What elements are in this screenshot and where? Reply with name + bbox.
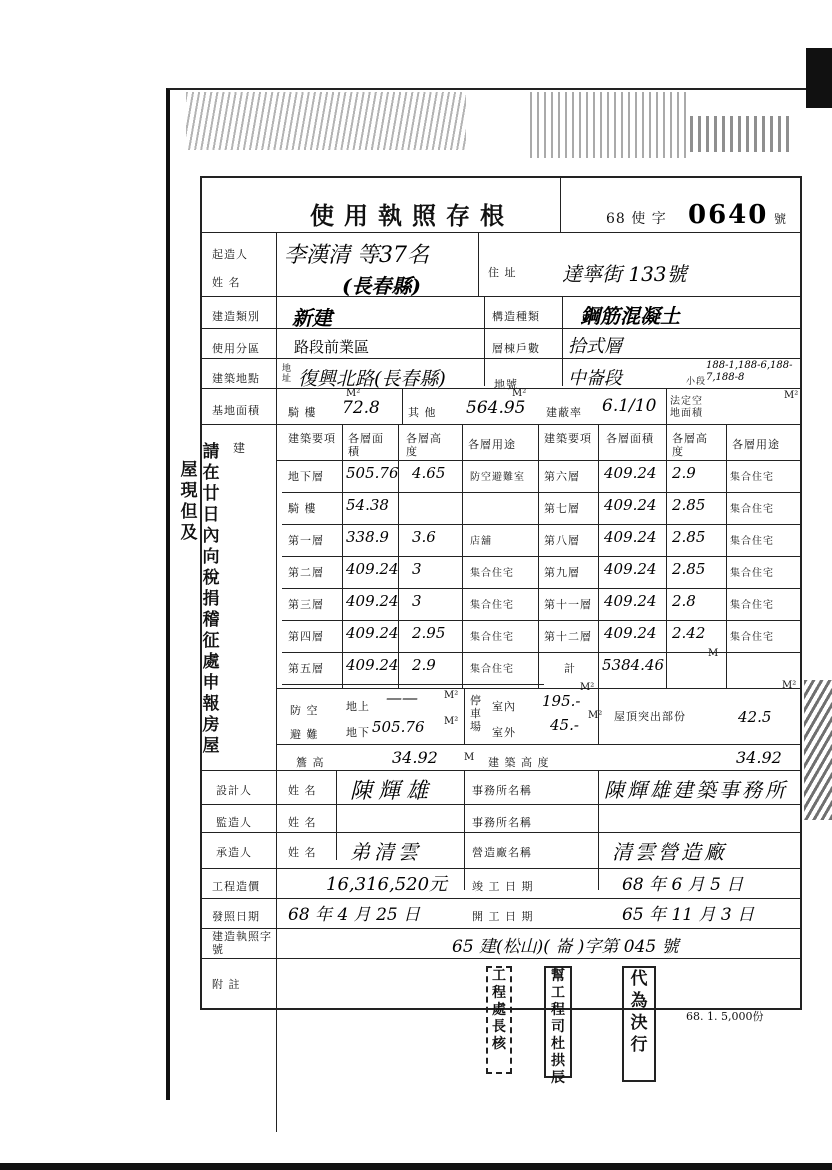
contractor-firm-label: 營造廠名稱 [472, 846, 532, 859]
designer-name-label: 姓 名 [288, 784, 317, 797]
floor-use: 防空避難室 [470, 472, 525, 483]
floor-height: 2.95 [412, 624, 446, 642]
contractor-name: 弟清雲 [350, 840, 422, 864]
rooftop-label: 屋頂突出部份 [614, 710, 686, 723]
col-height-right: 各層高度 [672, 432, 708, 458]
floor-use: 集合住宅 [470, 632, 514, 643]
site-road: 復興北路(長春縣) [298, 368, 446, 390]
floor-item: 第四層 [288, 630, 324, 643]
contractor-name-label: 姓 名 [288, 846, 317, 859]
permit-form: 使用執照存根 68 使 字 0640 號 起造人 姓 名 李漢清 等37名 (長春縣) 住 址 達寧街 133號 建造類別 新建 構造種類 鋼筋混凝土 使用分區 路段前業區 層棟戶數 拾式層 建築地點 地址 復興北路(長春縣) 地號 中崙段 小段 188-1,188-6,188-7,188-8 基地面積 騎 樓 72.8 M² 其 他 564.95 M² 建蔽率 6.1/10 法定空地面積 M² 建 建築要項 各層面積 各層高度 各層用途 建築要項 各層面積 各層高度 各層用途 計 5384.46 M 防 空 避 難 地上 —— M² 地下 505.76 M² 停車場 室內 195.- M² 室外 45.- M² 屋頂突出部份 42.5 M² 簷 高 34.92 M 建 築 高 度 34.92 設計人 姓 名 陳輝雄 事務所名稱 陳輝雄建築事務所 監造人 姓 名 事務所名稱 承造人 姓 名 弟清雲 營造廠名稱 清雲營造廠 工程造價 16,316,520元 竣 工 日 期 68 年 6 月 5 日 發照日期 68 年 4 月 25 日 開 工 日 期 65 年 11 月 3 日 建造執照字號 65 建(松山)( 崙 )字第 045 號 附 註 地下層 505.76 4.65 防空避難室 騎 樓 54.38 第一層 338.9 3.6 店舖 第二層 409.24 3 集合住宅 第三層 409.24 3 集合住宅 第四層 409.24 2.95 集合住宅 第五層 409.24 2.9 集合住宅 第六層 409.24 2.9 集合住宅 第七層 409.24 2.85 集合住宅 第八層 409.24 2.85 集合住宅 第九層 409.24 2.85 集合住宅 第十一層 409.24 2.8 集合住宅 第十二層 409.24 2.42 集合住宅 [200, 176, 802, 1010]
small-lot-label: 小段 [686, 377, 707, 387]
notes-label: 附 註 [212, 978, 241, 991]
completion-date: 68 年 6 月 5 日 [622, 875, 744, 895]
applicant-name-label: 姓 名 [212, 276, 241, 289]
floor-height: 2.85 [672, 560, 706, 578]
floor-area: 409.24 [346, 656, 399, 674]
total-area: 5384.46 [602, 656, 665, 674]
floor-item: 第八層 [544, 534, 580, 547]
floor-use: 集合住宅 [730, 632, 774, 643]
floor-area: 409.24 [604, 528, 657, 546]
floor-area: 409.24 [604, 624, 657, 642]
floor-item: 第五層 [288, 662, 324, 675]
supervisor-label: 監造人 [216, 816, 252, 829]
floor-height: 2.85 [672, 528, 706, 546]
building-outline-label: 建 [232, 441, 245, 455]
applicant-note: (長春縣) [342, 274, 421, 298]
floor-height: 3.6 [412, 528, 436, 546]
floor-use: 集合住宅 [730, 600, 774, 611]
floor-area: 409.24 [604, 464, 657, 482]
floor-item: 第六層 [544, 470, 580, 483]
contractor-label: 承造人 [216, 846, 252, 859]
floor-area: 409.24 [346, 560, 399, 578]
rooftop-area: 42.5 [738, 708, 772, 726]
floor-item: 第十二層 [544, 630, 592, 643]
floor-height: 2.9 [672, 464, 696, 482]
smudged-stamp [186, 92, 466, 150]
edge-mark-top [806, 48, 832, 108]
total-label: 計 [564, 662, 576, 675]
lot-label: 地號 [494, 378, 518, 391]
legal-open-label: 法定空地面積 [670, 396, 703, 419]
outdoor-label: 室外 [492, 726, 516, 739]
floor-item: 地下層 [288, 470, 324, 483]
eave-height: 34.92 [392, 748, 438, 767]
designer-label: 設計人 [216, 784, 252, 797]
address-label: 住 址 [488, 266, 517, 279]
floor-height: 2.42 [672, 624, 706, 642]
col-use-right: 各層用途 [732, 438, 780, 451]
side-note-left: 屋現但及 [180, 460, 198, 543]
eave-label: 簷 高 [296, 756, 325, 769]
floor-area: 505.76 [346, 464, 399, 482]
aircraft-below: 505.76 [372, 718, 425, 736]
permit-number-suffix: 號 [774, 212, 788, 226]
category-value: 新建 [292, 306, 332, 330]
other-area: 564.95 [466, 398, 526, 418]
issue-label: 發照日期 [212, 910, 260, 923]
bldg-height-label: 建 築 高 度 [488, 756, 550, 769]
serial-stamp [690, 116, 790, 152]
floor-use: 集合住宅 [470, 568, 514, 579]
applicant-label: 起造人 [212, 248, 248, 261]
site-section: 中崙段 [568, 368, 622, 389]
aircraft-label-1: 防 空 [290, 704, 319, 717]
aircraft-label-2: 避 難 [290, 728, 319, 741]
designer-office: 陳輝雄建築事務所 [604, 778, 788, 802]
address-value: 達寧街 133號 [562, 262, 687, 286]
cost-label: 工程造價 [212, 880, 260, 893]
col-item-right: 建築要項 [544, 432, 592, 445]
footer-note: 68. 1. 5,000份 [686, 1010, 764, 1023]
structure-value: 鋼筋混凝土 [580, 304, 680, 328]
floor-area: 409.24 [604, 496, 657, 514]
zoning-value: 路段前業區 [294, 338, 370, 356]
cost-value: 16,316,520元 [326, 874, 448, 895]
floor-height: 2.85 [672, 496, 706, 514]
permit-number: 0640 [688, 200, 769, 230]
arcade-area: 72.8 [342, 398, 380, 418]
floor-item: 第七層 [544, 502, 580, 515]
site-lots: 188-1,188-6,188-7,188-8 [706, 360, 793, 383]
floor-item: 第二層 [288, 566, 324, 579]
below-label: 地下 [346, 726, 370, 739]
start-label: 開 工 日 期 [472, 910, 534, 923]
structure-label: 構造種類 [492, 310, 540, 323]
floor-use: 集合住宅 [730, 504, 774, 515]
floor-use: 集合住宅 [470, 664, 514, 675]
floor-area: 409.24 [346, 592, 399, 610]
floor-use: 集合住宅 [730, 568, 774, 579]
floor-use: 集合住宅 [470, 600, 514, 611]
floor-use: 店舖 [470, 536, 492, 547]
zoning-label: 使用分區 [212, 342, 260, 355]
col-use-left: 各層用途 [468, 438, 516, 451]
floor-item: 第九層 [544, 566, 580, 579]
completion-label: 竣 工 日 期 [472, 880, 534, 893]
bottom-edge [0, 1163, 832, 1170]
floor-area: 409.24 [604, 592, 657, 610]
floors-label: 層棟戶數 [492, 342, 540, 355]
parking-label: 停車場 [470, 694, 482, 733]
floor-height: 2.8 [672, 592, 696, 610]
floor-area: 409.24 [604, 560, 657, 578]
indoor-label: 室內 [492, 700, 516, 713]
site-label: 建築地點 [212, 372, 260, 385]
floor-item: 第一層 [288, 534, 324, 547]
permit-value: 65 建(松山)( 崙 )字第 045 號 [452, 937, 679, 957]
floor-use: 集合住宅 [730, 472, 774, 483]
floor-item: 第十一層 [544, 598, 592, 611]
supervisor-name-label: 姓 名 [288, 816, 317, 829]
col-area-right: 各層面積 [606, 432, 654, 445]
side-note-right: 請在廿日內向稅捐稽征處申報房屋 [202, 442, 220, 756]
applicant-name: 李漢清 等37名 [284, 243, 429, 268]
coverage-ratio: 6.1/10 [602, 396, 657, 416]
approval-stamp-2: 幫工程司杜拱辰 [544, 966, 572, 1078]
floor-height: 3 [412, 592, 422, 610]
site-addr-label: 地址 [282, 364, 293, 384]
bldg-height: 34.92 [736, 748, 782, 767]
permit-number-prefix: 68 使 字 [606, 211, 667, 227]
floors-value: 拾式層 [568, 336, 622, 357]
col-height-left: 各層高度 [406, 432, 442, 458]
arcade-label: 騎 樓 [288, 406, 317, 419]
contractor-firm: 清雲營造廠 [612, 840, 727, 864]
other-label: 其 他 [408, 406, 437, 419]
col-area-left: 各層面積 [348, 432, 384, 458]
edge-mark-right [804, 680, 832, 820]
floor-height: 2.9 [412, 656, 436, 674]
col-item-left: 建築要項 [288, 432, 336, 445]
start-date: 65 年 11 月 3 日 [622, 905, 755, 925]
category-label: 建造類別 [212, 310, 260, 323]
supervisor-office-label: 事務所名稱 [472, 816, 532, 829]
floor-height: 4.65 [412, 464, 446, 482]
floor-area: 338.9 [346, 528, 389, 546]
form-title: 使用執照存根 [310, 201, 514, 230]
parking-outdoor: 45.- [550, 716, 579, 734]
designer-office-label: 事務所名稱 [472, 784, 532, 797]
coverage-label: 建蔽率 [546, 406, 582, 419]
permit-no-label: 建造執照字號 [212, 930, 272, 956]
floor-use: 集合住宅 [730, 536, 774, 547]
issue-date: 68 年 4 月 25 日 [288, 905, 421, 925]
floor-item: 騎 樓 [288, 502, 317, 515]
floor-area: 409.24 [346, 624, 399, 642]
parking-indoor: 195.- [542, 692, 581, 710]
above-label: 地上 [346, 700, 370, 713]
aircraft-above: —— [386, 688, 418, 707]
floor-item: 第三層 [288, 598, 324, 611]
designer-name: 陳輝雄 [350, 779, 435, 804]
floor-height: 3 [412, 560, 422, 578]
floor-area: 54.38 [346, 496, 389, 514]
approval-stamp-3: 代為決行 [622, 966, 656, 1082]
approval-stamp-1: 工程處長核 [486, 966, 512, 1074]
base-area-label: 基地面積 [212, 404, 260, 417]
receipt-stamp [530, 92, 690, 158]
